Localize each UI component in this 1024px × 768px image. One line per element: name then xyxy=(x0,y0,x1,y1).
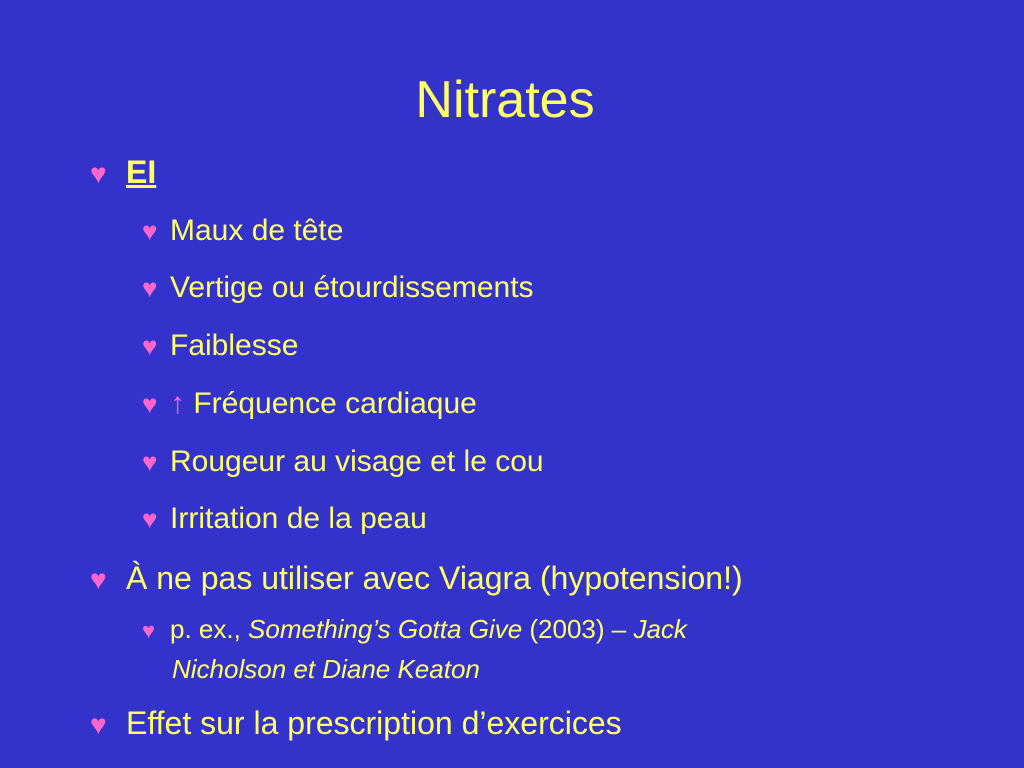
bullet-item-label: Fréquence cardiaque xyxy=(185,387,477,420)
heart-bullet-icon: ♥ xyxy=(142,504,158,534)
bullet-item-label: À ne pas utiliser avec Viagra (hypotension!) xyxy=(126,560,743,596)
bullet-item-label: Effet sur la prescription d’exercices xyxy=(126,705,622,741)
up-arrow-icon: ↑ xyxy=(170,387,185,420)
bullet-item-effet xyxy=(90,703,622,745)
bullet-item-maux xyxy=(142,213,343,249)
bullet-item-label: Irritation de la peau xyxy=(170,502,427,535)
example-prefix: p. ex., xyxy=(170,614,249,644)
bullet-item-ei xyxy=(90,152,156,194)
heart-bullet-icon: ♥ xyxy=(142,331,158,361)
bullet-item-viagra xyxy=(90,558,743,600)
heart-bullet-icon: ♥ xyxy=(90,709,107,740)
bullet-item-label: Faiblesse xyxy=(170,329,299,362)
bullet-item-frequence xyxy=(142,386,477,422)
bullet-item-label: Maux de tête xyxy=(170,214,344,247)
heart-bullet-icon: ♥ xyxy=(142,618,156,643)
bullet-item-irritation xyxy=(142,501,427,537)
slide-title: Nitrates xyxy=(415,71,595,129)
heart-bullet-icon: ♥ xyxy=(142,447,158,477)
heart-bullet-icon: ♥ xyxy=(142,273,158,303)
bullet-item-rougeur xyxy=(142,444,544,480)
example-actors-line1: Jack xyxy=(633,614,687,644)
heart-bullet-icon: ♥ xyxy=(142,216,158,246)
bullet-item-example xyxy=(142,613,687,647)
example-actors-line2: Nicholson et Diane Keaton xyxy=(172,654,480,684)
heart-bullet-icon: ♥ xyxy=(142,389,158,419)
heart-bullet-icon: ♥ xyxy=(90,564,107,595)
example-film-title: Something’s Gotta Give xyxy=(248,614,523,644)
bullet-item-label: Rougeur au visage et le cou xyxy=(170,445,544,478)
bullet-item-faiblesse xyxy=(142,328,298,364)
example-year: (2003) – xyxy=(522,614,634,644)
heart-bullet-icon: ♥ xyxy=(90,158,107,189)
bullet-item-label: EI xyxy=(126,154,157,190)
bullet-item-vertige xyxy=(142,270,534,306)
bullet-item-label: Vertige ou étourdissements xyxy=(170,271,534,304)
